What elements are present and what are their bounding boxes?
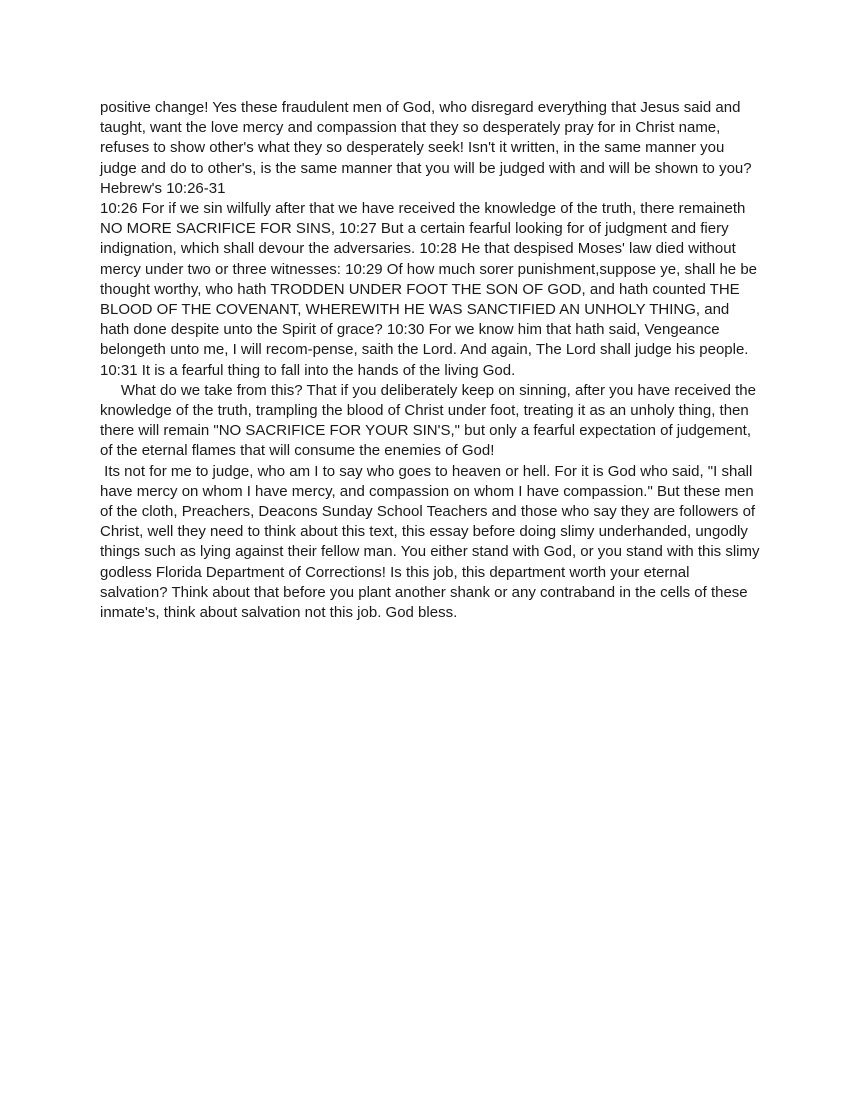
paragraph-conclusion: Its not for me to judge, who am I to say who goes to heaven or hell. For it is God who said, "I shall have mercy on whom I have mercy, and compassion on whom I have compassion." But these men of the cloth, Preachers, Deacons Sunday School Teachers and those who say they are followers of Christ, well they need to think about this text, this essay before doing slimy underhanded, ungodly things such as lying against their fellow man. You either stand with God, or you stand with this slimy godless Florida Department of Corrections! Is this job, this department worth your eternal salvation? Think about that before you plant another shank or any contraband in the cells of these inmate's, think about salvation not this job. God bless. [100,462,764,622]
paragraph-intro: positive change! Yes these fraudulent men of God, who disregard everything that Jesus said and taught, want the love mercy and compassion that they so desperately pray for in Christ name, refuses to show other's what they so desperately seek! Isn't it written, in the same manner you judge and do to other's, is the same manner that you will be judged with and will be shown to you? [100,99,752,177]
document-body [100,98,764,623]
scripture-reference: Hebrew's 10:26-31 [100,179,226,197]
scripture-passage: 10:26 For if we sin wilfully after that we have received the knowledge of the truth, there remaineth NO MORE SACRIFICE FOR SINS, 10:27 But a certain fearful looking for of judgment and fiery indignation, which shall devour the adversaries. 10:28 He that despised Moses' law died without mercy under two or three witnesses: 10:29 Of how much sorer punishment,suppose ye, shall he be thought worthy, who hath TRODDEN UNDER FOOT THE SON OF GOD, and hath counted THE BLOOD OF THE COVENANT, WHEREWITH HE WAS SANCTIFIED AN UNHOLY THING, and hath done despite unto the Spirit of grace? 10:30 For we know him that hath said, Vengeance belongeth unto me, I will recom-pense, saith the Lord. And again, The Lord shall judge his people. 10:31 It is a fearful thing to fall into the hands of the living God. [100,200,762,379]
paragraph-reflection: What do we take from this? That if you deliberately keep on sinning, after you have received the knowledge of the truth, trampling the blood of Christ under foot, treating it as an unholy thing, then there will remain "NO SACRIFICE FOR YOUR SIN'S," but only a fearful expectation of judgement, of the eternal flames that will consume the enemies of God! [100,381,761,460]
